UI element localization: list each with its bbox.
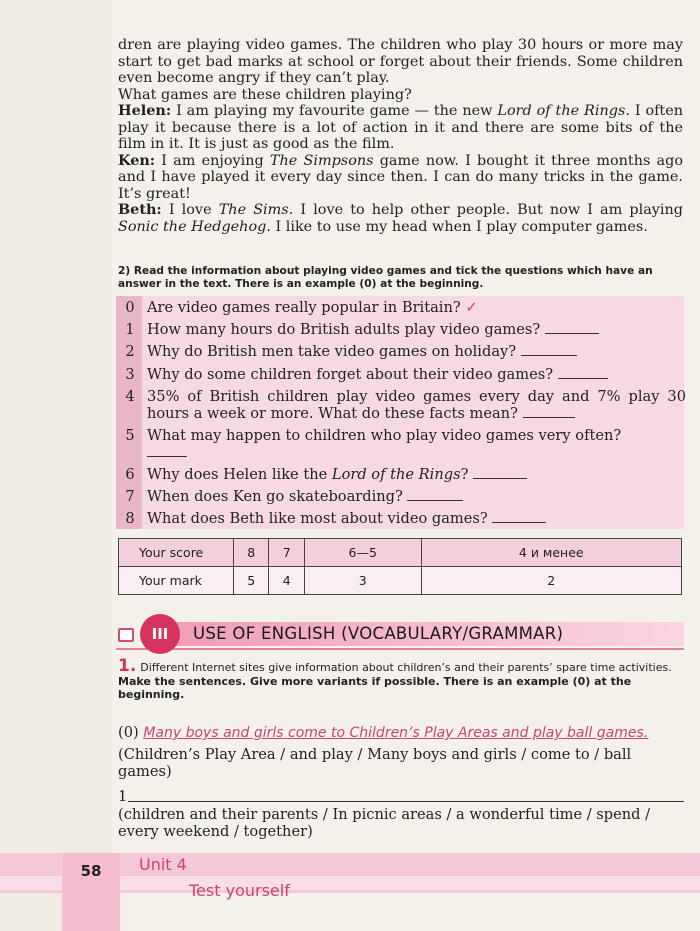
exercise-number: 1.: [118, 656, 137, 676]
reading-paragraph-1: dren are playing video games. The children who play 30 hours or more may start to get bad marks at school or forget about their friends. Some children even become angry if they can’t play.: [118, 37, 683, 86]
score-row: [119, 539, 682, 567]
score-cell: 4 и менее: [421, 539, 681, 567]
score-cell: 6—5: [304, 539, 421, 567]
answer-blank[interactable]: [492, 521, 546, 523]
score-cell: 8: [234, 539, 269, 567]
answer-blank[interactable]: [147, 455, 187, 457]
item-1-cue: (children and their parents / In picnic areas / a wonderful time / spend / every weekend / together): [118, 806, 651, 840]
answer-blank[interactable]: [521, 354, 577, 356]
mark-cell: 5: [234, 567, 269, 595]
answer-blank[interactable]: [473, 477, 527, 479]
item-1-answer-line[interactable]: 1: [118, 786, 684, 805]
exercise-1-instruction: Make the sentences. Give more variants if possible. There is an example (0) at the beginning.: [118, 674, 632, 701]
page-number: 58: [80, 862, 102, 880]
audio-disk-icon: [118, 628, 134, 642]
footer-section-label: Test yourself: [189, 881, 290, 900]
section-number-badge: III: [140, 614, 180, 654]
helen-paragraph: Helen: I am playing my favourite game — the new Lord of the Rings. I often play it because there is a lot of action in it and there are some bits of the film in it. It is just as good as the film.: [118, 102, 683, 152]
page-margin: [0, 0, 112, 931]
task-2-instruction: 2) Read the information about playing video games and tick the questions which have an answer in the text. There is an example (0) at the beginning.: [118, 265, 653, 290]
mark-cell: 3: [304, 567, 421, 595]
mark-cell: 4: [269, 567, 304, 595]
score-row-label: Your score: [119, 539, 234, 567]
answer-blank[interactable]: [558, 377, 608, 379]
mark-row-label: Your mark: [119, 567, 234, 595]
section-divider: [116, 648, 684, 650]
score-table: [118, 538, 682, 595]
reading-question-line: What games are these children playing?: [118, 86, 412, 103]
example-cue: (Children’s Play Area / and play / Many boys and girls / come to / ball games): [118, 746, 632, 780]
answer-blank[interactable]: [545, 332, 599, 334]
beth-paragraph: Beth: I love The Sims. I love to help other people. But now I am playing Sonic the Hedgehog. I like to use my head when I play computer games.: [118, 201, 683, 235]
tick-mark-icon: ✓: [465, 299, 478, 316]
mark-cell: 2: [421, 567, 681, 595]
mark-row: [119, 567, 682, 595]
score-cell: 7: [269, 539, 304, 567]
reading-text: [118, 37, 683, 235]
footer-unit-label: Unit 4: [139, 855, 187, 874]
example-answer: Many boys and girls come to Children’s Play Areas and play ball games.: [143, 725, 649, 741]
section-title: USE OF ENGLISH (VOCABULARY/GRAMMAR): [193, 624, 564, 643]
ken-paragraph: Ken: I am enjoying The Simpsons game now. I bought it three months ago and I have played it every day since then. I can do many tricks in the game. It’s great!: [118, 151, 683, 202]
exercise-1-intro: 1. Different Internet sites give information about children’s and their parents’ spare time activities. Make the sentences. Give more variants if possible. There is an example (0) at the beginning.: [118, 656, 672, 701]
answer-blank[interactable]: [523, 416, 575, 418]
example-item: (0) Many boys and girls come to Children’s Play Areas and play ball games.: [118, 724, 649, 741]
answer-blank[interactable]: [407, 499, 463, 501]
